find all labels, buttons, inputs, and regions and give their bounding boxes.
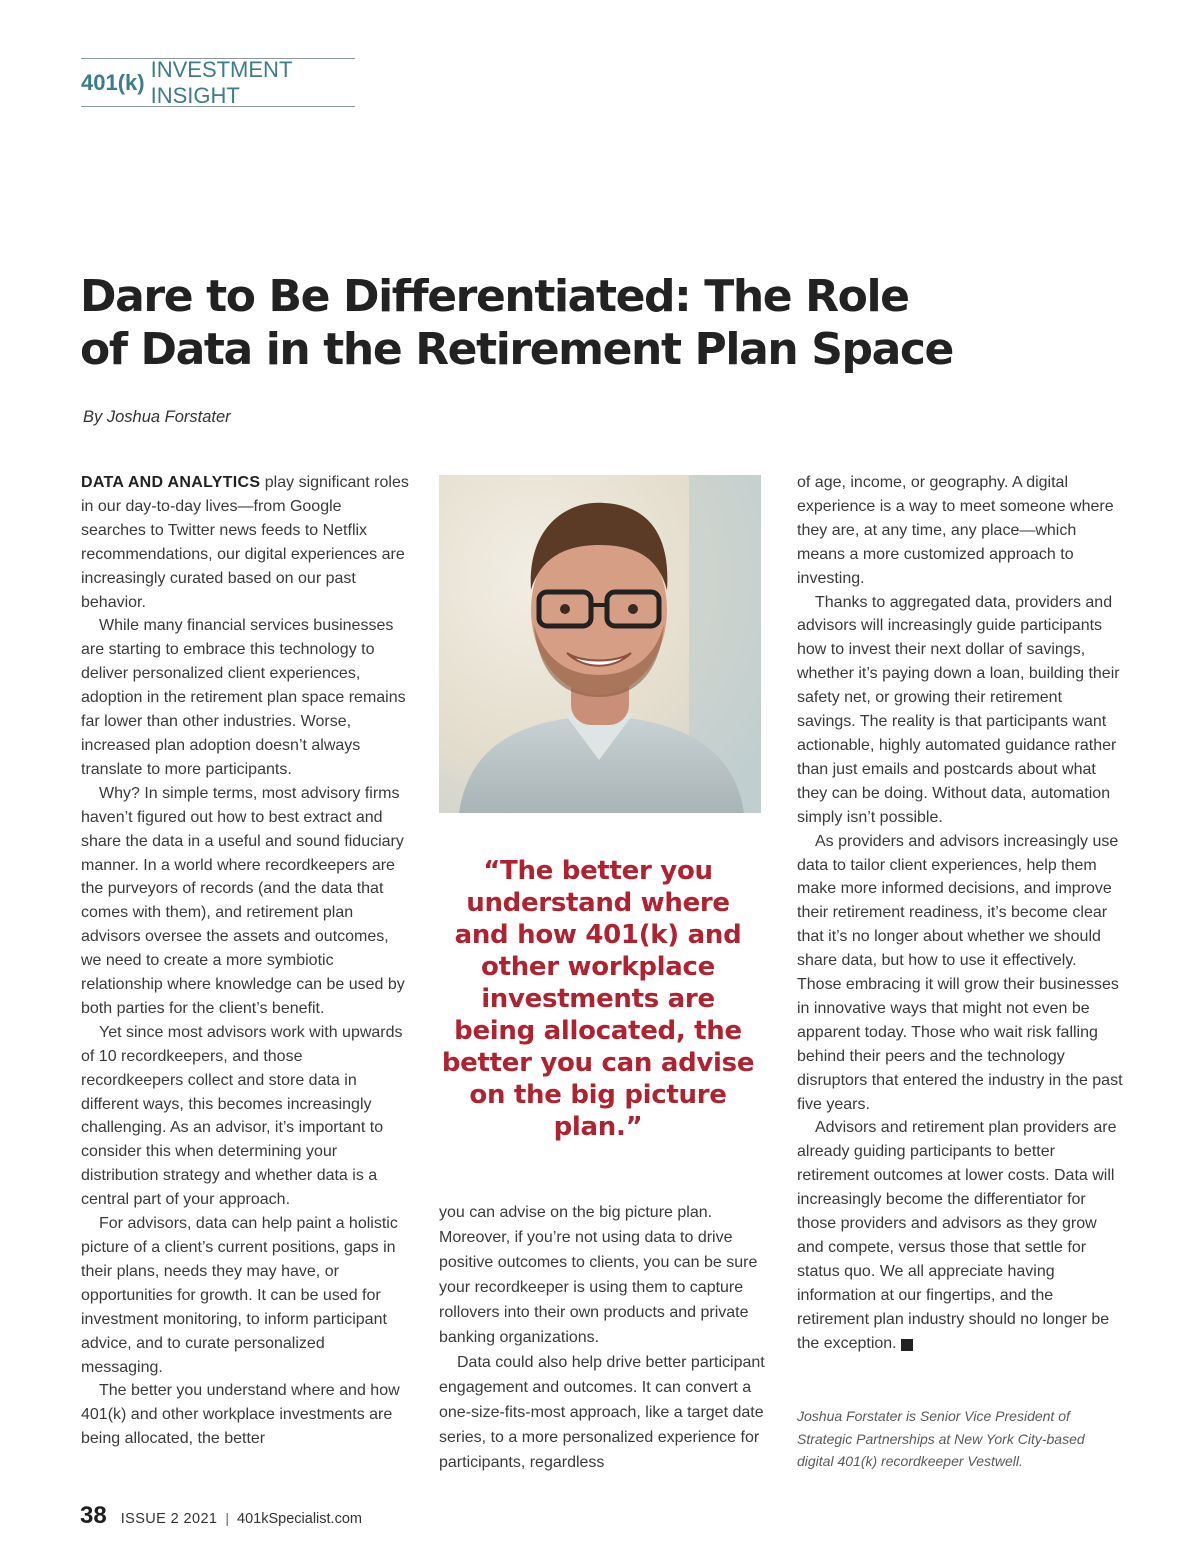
paragraph: The better you understand where and how 401(k) and other workplace investments are being allocated, the better <box>81 1382 400 1448</box>
pull-quote: “The better you understand where and how 401(k) and other workplace investments are being allocated, the better you can advise on the big picture plan.” <box>441 856 755 1142</box>
issue-label: ISSUE 2 2021 <box>120 1511 218 1527</box>
paragraph: While many financial services businesses are starting to embrace this technology to deliver personalized client experiences, adoption in the retirement plan space remains far lower than other industries. Worse, increased plan adoption doesn’t always translate to more participants. <box>81 617 406 778</box>
body-column-2 <box>439 1200 769 1475</box>
author-photo <box>439 475 761 813</box>
end-mark-icon: k <box>901 1339 913 1351</box>
paragraph: As providers and advisors increasingly use data to tailor client experiences, help them make more informed decisions, and improve their retirement readiness, it’s become clear that it’s no longer about whether we should share data, but how to use it effectively. Those embracing it will grow their businesses in innovative ways that might not even be apparent today. Those who wait risk falling behind their peers and the technology disruptors that entered the industry in the past five years. <box>797 832 1123 1113</box>
paragraph: Thanks to aggregated data, providers and advisors will increasingly guide participants how to invest their next dollar of savings, whether it’s paying down a loan, building their safety net, or growing their retirement savings. The reality is that participants want actionable, highly automated guidance rather than just emails and postcards about what they can be doing. Without data, automation simply isn’t possible. <box>797 593 1120 826</box>
paragraph: DATA AND ANALYTICS play significant roles in our day-to-day lives—from Google searches to Twitter news feeds to Netflix recommendations, our digital experiences are increasingly curated based on our past behavior. <box>81 474 409 611</box>
footer-separator: | <box>225 1510 230 1526</box>
section-tag-label: INVESTMENT INSIGHT <box>150 56 292 108</box>
paragraph: Yet since most advisors work with upwards of 10 recordkeepers, and those recordkeepers collect and store data in different ways, this becomes increasingly challenging. As an advisor, it’s important to consider this when determining your distribution strategy and whether data is a central part of your approach. <box>81 1023 403 1209</box>
paragraph: Why? In simple terms, most advisory firms haven’t figured out how to best extract and share the data in a useful and sound fiduciary manner. In a world where recordkeepers are the purveyors of records (and the data that comes with them), and retirement plan advisors oversee the assets and outcomes, we need to create a more symbiotic relationship where knowledge can be used by both parties for the client’s benefit. <box>81 784 405 1017</box>
author-portrait-illustration <box>439 475 761 813</box>
body-column-3 <box>797 471 1123 1356</box>
lead-in: DATA AND ANALYTICS <box>81 474 261 491</box>
paragraph: Data could also help drive better participant engagement and outcomes. It can convert a one-size-fits-most approach, like a target date series, to a more personalized experience for participants, regardless <box>439 1354 765 1471</box>
page-footer <box>80 1502 362 1530</box>
article-headline <box>80 270 960 376</box>
site-link[interactable]: 401kSpecialist.com <box>237 1511 362 1527</box>
headline-line-2: of Data in the Retirement Plan Space <box>80 324 953 375</box>
section-header <box>81 58 355 107</box>
paragraph: Advisors and retirement plan providers are already guiding participants to better retirement outcomes at lower costs. Data will increasingly become the differentiator for those providers and advisors as they grow and compete, versus those that settle for status quo. We all appreciate having information at our fingertips, and the retirement plan industry should no longer be the exception. k <box>797 1119 1117 1352</box>
paragraph: of age, income, or geography. A digital experience is a way to meet someone where they are, at any time, any place—which means a more customized approach to investing. <box>797 474 1114 587</box>
page-number: 38 <box>80 1502 107 1529</box>
body-column-1 <box>81 471 409 1451</box>
paragraph: you can advise on the big picture plan. Moreover, if you’re not using data to drive positive outcomes to clients, you can be sure your recordkeeper is using them to capture rollovers into their own products and private banking organizations. <box>439 1204 758 1346</box>
section-tag-bold: 401(k) <box>81 69 145 95</box>
paragraph: For advisors, data can help paint a holistic picture of a client’s current positions, gaps in their plans, needs they may have, or opportunities for growth. It can be used for investment monitoring, to inform participant advice, and to curate personalized messaging. <box>81 1215 398 1376</box>
headline-line-1: Dare to Be Differentiated: The Role <box>80 271 909 322</box>
byline: By Joshua Forstater <box>83 408 231 426</box>
author-bio: Joshua Forstater is Senior Vice President of Strategic Partnerships at New York City-based digital 401(k) recordkeeper Vestwell. <box>797 1408 1085 1469</box>
